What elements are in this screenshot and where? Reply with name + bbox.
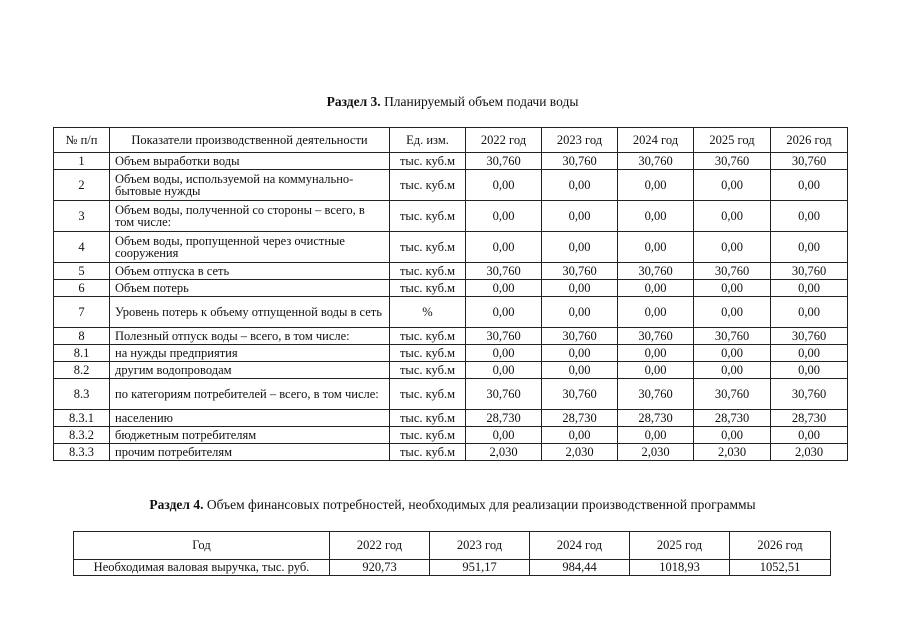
value-cell: 920,73 [330, 560, 430, 576]
table-row [54, 153, 848, 170]
value-cell: 0,00 [694, 345, 771, 362]
table-row [54, 170, 848, 201]
column-header: 2025 год [694, 128, 771, 153]
value-cell: 0,00 [542, 362, 618, 379]
table-row [54, 427, 848, 444]
unit-cell: тыс. куб.м [390, 263, 466, 280]
value-cell: 0,00 [771, 427, 848, 444]
value-cell: 0,00 [466, 345, 542, 362]
value-cell: 30,760 [466, 153, 542, 170]
value-cell: 2,030 [542, 444, 618, 461]
unit-cell: тыс. куб.м [390, 410, 466, 427]
value-cell: 28,730 [694, 410, 771, 427]
value-cell: 1052,51 [730, 560, 831, 576]
table-row [74, 560, 831, 576]
value-cell: 0,00 [771, 201, 848, 232]
value-cell: 0,00 [618, 427, 694, 444]
row-number: 5 [54, 263, 110, 280]
value-cell: 0,00 [771, 362, 848, 379]
value-cell: 984,44 [530, 560, 630, 576]
section-4-title [0, 497, 905, 513]
unit-cell: тыс. куб.м [390, 379, 466, 410]
table-row [54, 328, 848, 345]
indicator-name: бюджетным потребителям [110, 427, 390, 444]
value-cell: 0,00 [694, 170, 771, 201]
value-cell: 30,760 [618, 153, 694, 170]
value-cell: 0,00 [694, 427, 771, 444]
table-row [54, 297, 848, 328]
table-row [54, 263, 848, 280]
indicator-name: прочим потребителям [110, 444, 390, 461]
value-cell: 0,00 [618, 297, 694, 328]
table-row [54, 280, 848, 297]
row-number: 8.3.3 [54, 444, 110, 461]
value-cell: 30,760 [771, 379, 848, 410]
value-cell: 0,00 [542, 232, 618, 263]
value-cell: 28,730 [771, 410, 848, 427]
value-cell: 30,760 [542, 263, 618, 280]
value-cell: 2,030 [694, 444, 771, 461]
value-cell: 0,00 [771, 170, 848, 201]
value-cell: 0,00 [694, 280, 771, 297]
row-number: 8.3 [54, 379, 110, 410]
row-number: 2 [54, 170, 110, 201]
value-cell: 0,00 [771, 297, 848, 328]
row-number: 8 [54, 328, 110, 345]
unit-cell: тыс. куб.м [390, 345, 466, 362]
row-number: 8.1 [54, 345, 110, 362]
indicator-name: по категориям потребителей – всего, в том числе: [110, 379, 390, 410]
value-cell: 30,760 [542, 328, 618, 345]
value-cell: 0,00 [466, 170, 542, 201]
row-number: 1 [54, 153, 110, 170]
table-row [54, 444, 848, 461]
indicator-name: Необходимая валовая выручка, тыс. руб. [74, 560, 330, 576]
value-cell: 30,760 [694, 379, 771, 410]
indicator-name: населению [110, 410, 390, 427]
value-cell: 30,760 [771, 328, 848, 345]
financial-needs-table [73, 531, 831, 576]
unit-cell: тыс. куб.м [390, 328, 466, 345]
value-cell: 28,730 [466, 410, 542, 427]
unit-cell: тыс. куб.м [390, 444, 466, 461]
column-header: 2022 год [466, 128, 542, 153]
unit-cell: тыс. куб.м [390, 362, 466, 379]
row-number: 8.3.1 [54, 410, 110, 427]
row-number: 6 [54, 280, 110, 297]
table-header-row [74, 532, 831, 560]
value-cell: 0,00 [694, 232, 771, 263]
value-cell: 0,00 [694, 201, 771, 232]
value-cell: 30,760 [466, 328, 542, 345]
column-header: 2023 год [430, 532, 530, 560]
value-cell: 30,760 [694, 263, 771, 280]
value-cell: 0,00 [542, 427, 618, 444]
value-cell: 0,00 [466, 362, 542, 379]
column-header: 2025 год [630, 532, 730, 560]
value-cell: 30,760 [466, 263, 542, 280]
value-cell: 30,760 [694, 153, 771, 170]
value-cell: 0,00 [466, 232, 542, 263]
value-cell: 0,00 [618, 345, 694, 362]
section-4-label: Раздел 4. [149, 497, 204, 512]
row-number: 4 [54, 232, 110, 263]
column-header: Год [74, 532, 330, 560]
value-cell: 0,00 [771, 232, 848, 263]
table-row [54, 410, 848, 427]
unit-cell: тыс. куб.м [390, 427, 466, 444]
value-cell: 2,030 [771, 444, 848, 461]
value-cell: 0,00 [466, 280, 542, 297]
column-header: 2026 год [771, 128, 848, 153]
table-header-row [54, 128, 848, 153]
indicator-name: Объем потерь [110, 280, 390, 297]
column-header: № п/п [54, 128, 110, 153]
value-cell: 0,00 [771, 280, 848, 297]
indicator-name: Объем выработки воды [110, 153, 390, 170]
value-cell: 0,00 [771, 345, 848, 362]
table-row [54, 345, 848, 362]
value-cell: 28,730 [542, 410, 618, 427]
indicator-name: Объем воды, пропущенной через очистные сооружения [110, 232, 390, 263]
value-cell: 2,030 [618, 444, 694, 461]
indicator-name: Уровень потерь к объему отпущенной воды в сеть [110, 297, 390, 328]
table-row [54, 362, 848, 379]
water-supply-table [53, 127, 848, 461]
value-cell: 0,00 [542, 297, 618, 328]
indicator-name: Объем отпуска в сеть [110, 263, 390, 280]
value-cell: 30,760 [618, 328, 694, 345]
column-header: 2022 год [330, 532, 430, 560]
value-cell: 30,760 [694, 328, 771, 345]
value-cell: 30,760 [771, 153, 848, 170]
column-header: Ед. изм. [390, 128, 466, 153]
section-3-title [0, 94, 905, 110]
unit-cell: тыс. куб.м [390, 153, 466, 170]
indicator-name: Объем воды, используемой на коммунально-бытовые нужды [110, 170, 390, 201]
value-cell: 2,030 [466, 444, 542, 461]
unit-cell: тыс. куб.м [390, 232, 466, 263]
value-cell: 30,760 [542, 153, 618, 170]
table-row [54, 201, 848, 232]
indicator-name: другим водопроводам [110, 362, 390, 379]
value-cell: 951,17 [430, 560, 530, 576]
indicator-name: на нужды предприятия [110, 345, 390, 362]
value-cell: 0,00 [466, 201, 542, 232]
indicator-name: Объем воды, полученной со стороны – всего, в том числе: [110, 201, 390, 232]
unit-cell: % [390, 297, 466, 328]
value-cell: 30,760 [618, 263, 694, 280]
value-cell: 30,760 [466, 379, 542, 410]
unit-cell: тыс. куб.м [390, 280, 466, 297]
column-header: 2026 год [730, 532, 831, 560]
value-cell: 0,00 [618, 170, 694, 201]
section-3-text: Планируемый объем подачи воды [380, 94, 579, 109]
table-row [54, 379, 848, 410]
value-cell: 28,730 [618, 410, 694, 427]
value-cell: 0,00 [694, 362, 771, 379]
value-cell: 0,00 [694, 297, 771, 328]
value-cell: 0,00 [466, 297, 542, 328]
value-cell: 0,00 [542, 280, 618, 297]
value-cell: 0,00 [542, 345, 618, 362]
value-cell: 30,760 [771, 263, 848, 280]
row-number: 7 [54, 297, 110, 328]
value-cell: 30,760 [542, 379, 618, 410]
row-number: 8.2 [54, 362, 110, 379]
column-header: 2023 год [542, 128, 618, 153]
value-cell: 30,760 [618, 379, 694, 410]
section-3-label: Раздел 3. [326, 94, 381, 109]
value-cell: 0,00 [618, 232, 694, 263]
column-header: 2024 год [618, 128, 694, 153]
unit-cell: тыс. куб.м [390, 170, 466, 201]
column-header: Показатели производственной деятельности [110, 128, 390, 153]
section-4-text: Объем финансовых потребностей, необходимых для реализации производственной программы [203, 497, 756, 512]
unit-cell: тыс. куб.м [390, 201, 466, 232]
value-cell: 0,00 [618, 362, 694, 379]
value-cell: 0,00 [542, 170, 618, 201]
value-cell: 1018,93 [630, 560, 730, 576]
indicator-name: Полезный отпуск воды – всего, в том числе: [110, 328, 390, 345]
value-cell: 0,00 [618, 280, 694, 297]
row-number: 3 [54, 201, 110, 232]
table-row [54, 232, 848, 263]
value-cell: 0,00 [466, 427, 542, 444]
column-header: 2024 год [530, 532, 630, 560]
value-cell: 0,00 [618, 201, 694, 232]
row-number: 8.3.2 [54, 427, 110, 444]
value-cell: 0,00 [542, 201, 618, 232]
